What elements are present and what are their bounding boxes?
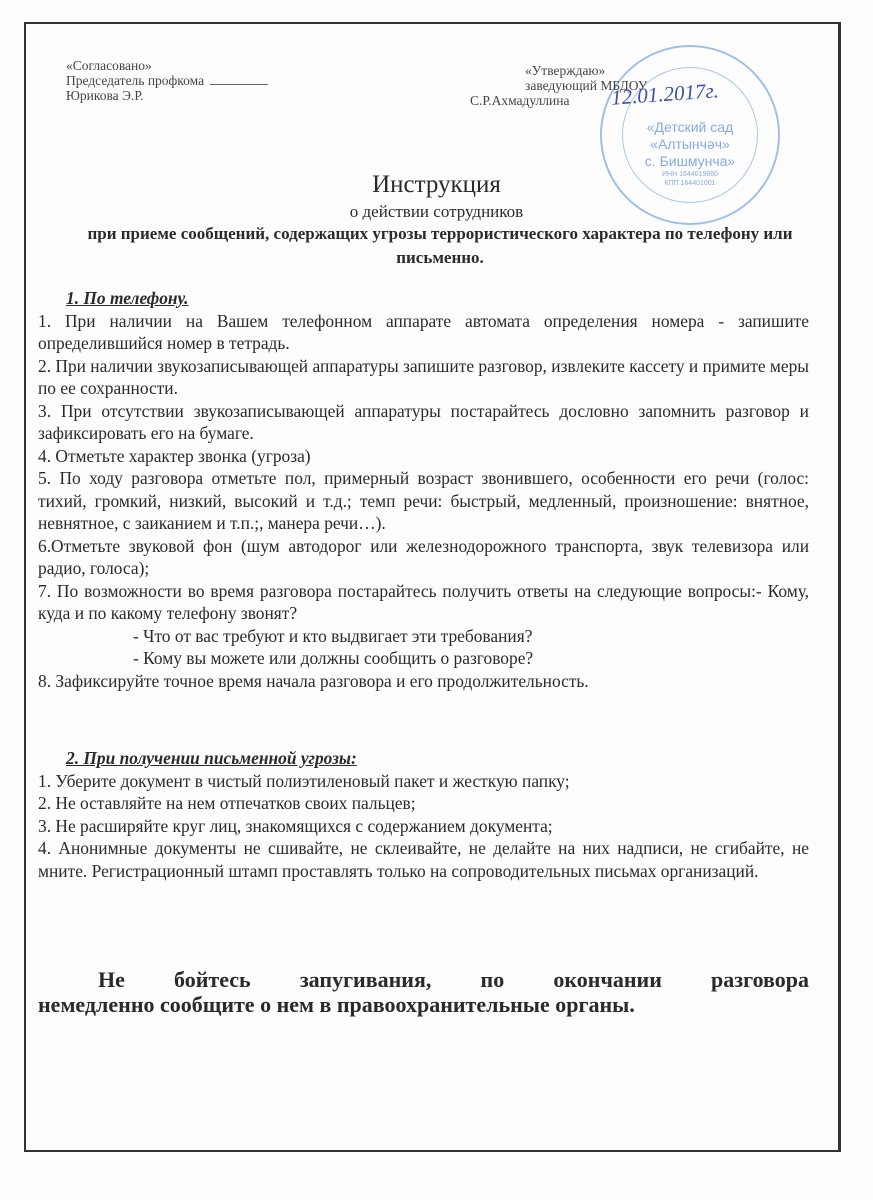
final-line: Не бойтесь запугивания, по окончании разговора (98, 967, 809, 992)
approval-block-left (66, 58, 268, 103)
signer-name: С.Р.Ахмадуллина (470, 93, 570, 108)
list-item: 2. При наличии звукозаписывающей аппаратуры запишите разговор, извлеките кассету и примите меры по ее сохранности. (38, 355, 809, 398)
approved-label: «Утверждаю» (525, 63, 606, 78)
list-item: 4. Отметьте характер звонка (угроза) (38, 445, 311, 466)
section-heading: 1. По телефону. (66, 288, 189, 308)
handwritten-date: 12.01.2017г. (610, 78, 720, 110)
list-item: 8. Зафиксируйте точное время начала разговора и его продолжительность. (38, 670, 589, 691)
position: Председатель профкома (66, 73, 205, 88)
document-subtitle: о действии сотрудников (349, 202, 524, 221)
sub-item: - Что от вас требуют и кто выдвигает эти требования? (133, 625, 533, 646)
list-item: 2. Не оставляйте на нем отпечатков своих пальцев; (38, 793, 416, 813)
list-item: 5. По ходу разговора отметьте пол, примерный возраст звонившего, особенности его речи (голос: тихий, громкий, низкий, высокий и т.д.; темп речи: быстрый, медленный, произношение: внятное, невнятное, с заиканием и т.п.;, манера речи…). (38, 468, 809, 533)
list-item: 6.Отметьте звуковой фон (шум автодорог или железнодорожного транспорта, звук телевизора или радио, голоса); (38, 535, 809, 578)
list-item: 7. По возможности во время разговора постарайтесь получить ответы на следующие вопросы:- Кому, куда и по какому телефону звонят? (38, 580, 809, 623)
list-item: 3. Не расширяйте круг лиц, знакомящихся с содержанием документа; (38, 815, 553, 836)
list-item: 1. Уберите документ в чистый полиэтиленовый пакет и жесткую папку; (38, 770, 570, 791)
stamp-text: «Алтынчәч» (650, 136, 730, 152)
sub-item: - Кому вы можете или должны сообщить о разговоре? (133, 648, 534, 668)
stamp-text: «Детский сад (646, 119, 734, 135)
final-warning (38, 967, 809, 1017)
approved-label: «Согласовано» (66, 58, 152, 73)
section-phone (38, 287, 809, 692)
position: заведующий МБДОУ (525, 78, 648, 93)
section-written (38, 747, 809, 882)
list-item: 1. При наличии на Вашем телефонном аппарате автомата определения номера - запишите определившийся номер в тетрадь. (38, 310, 809, 353)
stamp-text: с. Бишмунча» (644, 153, 736, 169)
stamp-inn: ИНН 1644019860 (661, 171, 719, 178)
final-line: немедленно сообщите о нем в правоохранительные органы. (38, 992, 635, 1017)
document-subtitle-bold: при приеме сообщений, содержащих угрозы террористического характера по телефону или письменно. (87, 224, 793, 267)
section-heading: 2. При получении письменной угрозы: (66, 748, 357, 768)
stamp-kpp: КПП 164401001 (664, 180, 716, 187)
list-item: 3. При отсутствии звукозаписывающей аппаратуры постарайтесь дословно запомнить разговор и зафиксировать его на бумаге. (38, 400, 809, 443)
signer-name: Юрикова Э.Р. (66, 88, 144, 103)
signature-line (210, 84, 268, 85)
list-item: 4. Анонимные документы не сшивайте, не склеивайте, не делайте на них надписи, не сгибайте, не мните. Регистрационный штамп проставлять только на сопроводительных письмах организаций. (38, 838, 809, 881)
document-title: Инструкция (372, 171, 501, 198)
